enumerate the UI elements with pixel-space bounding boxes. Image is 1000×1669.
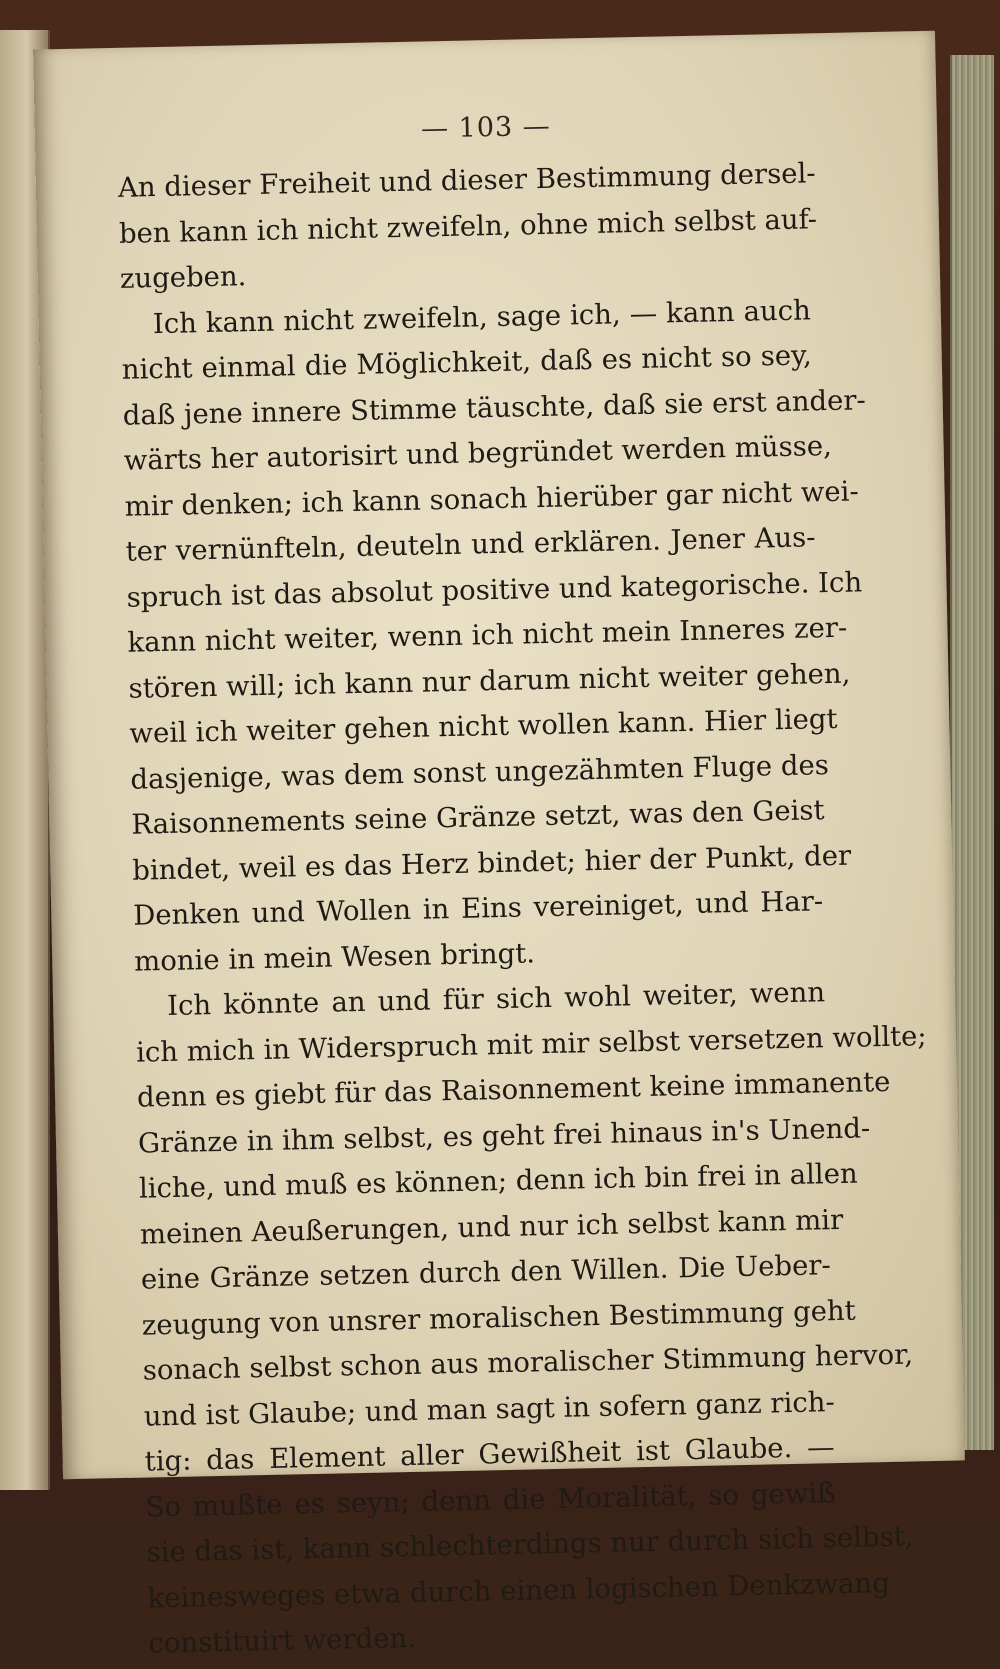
text-line: zeugung von unsrer moralischen Bestimmung geht [141,1294,856,1342]
text-line: So mußte es seyn; denn die Moralität, so gewiß [145,1476,836,1524]
text-line: stören will; ich kann nur darum nicht weiter gehen, [128,657,851,705]
text-line: daß jene innere Stimme täuschte, daß sie erst ander- [122,383,867,432]
text-line: meinen Aeußerungen, und nur ich selbst kann mir [139,1203,844,1251]
text-line: ich mich in Widerspruch mit mir selbst versetzen wollte; [135,1019,927,1069]
text-line: constituirt werden. [148,1621,417,1660]
text-line: ter vernünfteln, deuteln und erklären. Jener Aus- [125,521,816,568]
page-number: — 103 — [420,110,552,145]
text-line: spruch ist das absolut positive und kategorische. Ich [126,565,863,614]
text-line: sie das ist, kann schlechterdings nur durch sich selbst, [146,1520,914,1569]
text-line: Ich könnte an und für sich wohl weiter, wenn [166,976,826,1023]
body-text [117,151,927,1667]
text-line: sonach selbst schon aus moralischer Stimmung hervor, [142,1338,914,1387]
text-line: monie in mein Wesen bringt. [133,936,536,978]
text-line: liche, und muß es können; denn ich bin frei in allen [138,1157,858,1205]
text-line: weil ich weiter gehen nicht wollen kann. Hier liegt [129,702,838,750]
text-line: Ich kann nicht zweifeln, sage ich, — kann auch [152,293,812,340]
text-line: An dieser Freiheit und dieser Bestimmung dersel- [117,157,816,204]
text-line: keinesweges etwa durch einen logischen Denkzwang [147,1566,891,1615]
text-line: denn es giebt für das Raisonnement keine immanente [136,1065,891,1114]
book-page [33,31,965,1660]
text-line: zugeben. [119,260,247,295]
text-line: eine Gränze setzen durch den Willen. Die Ueber- [140,1249,832,1296]
text-line: Raisonnements seine Gränze setzt, was den Geist [131,794,825,841]
text-line: dasjenige, was dem sonst ungezähmten Fluge des [130,748,830,796]
text-line: nicht einmal die Möglichkeit, daß es nicht so sey, [121,339,813,386]
text-line: wärts her autorisirt und begründet werden müsse, [123,429,833,477]
text-line: mir denken; ich kann sonach hierüber gar nicht wei- [124,474,859,523]
text-line: Denken und Wollen in Eins vereiniget, und Har- [132,885,824,932]
text-line: kann nicht weiter, wenn ich nicht mein Inneres zer- [127,611,848,659]
text-line: ben kann ich nicht zweifeln, ohne mich selbst auf- [118,202,818,250]
text-line: bindet, weil es das Herz bindet; hier der Punkt, der [131,839,852,887]
text-line: und ist Glaube; und man sagt in sofern ganz rich- [143,1385,836,1433]
text-line: Gränze in ihm selbst, es geht frei hinaus in's Unend- [137,1111,871,1160]
text-line: tig: das Element aller Gewißheit ist Glaube. — [144,1431,835,1478]
